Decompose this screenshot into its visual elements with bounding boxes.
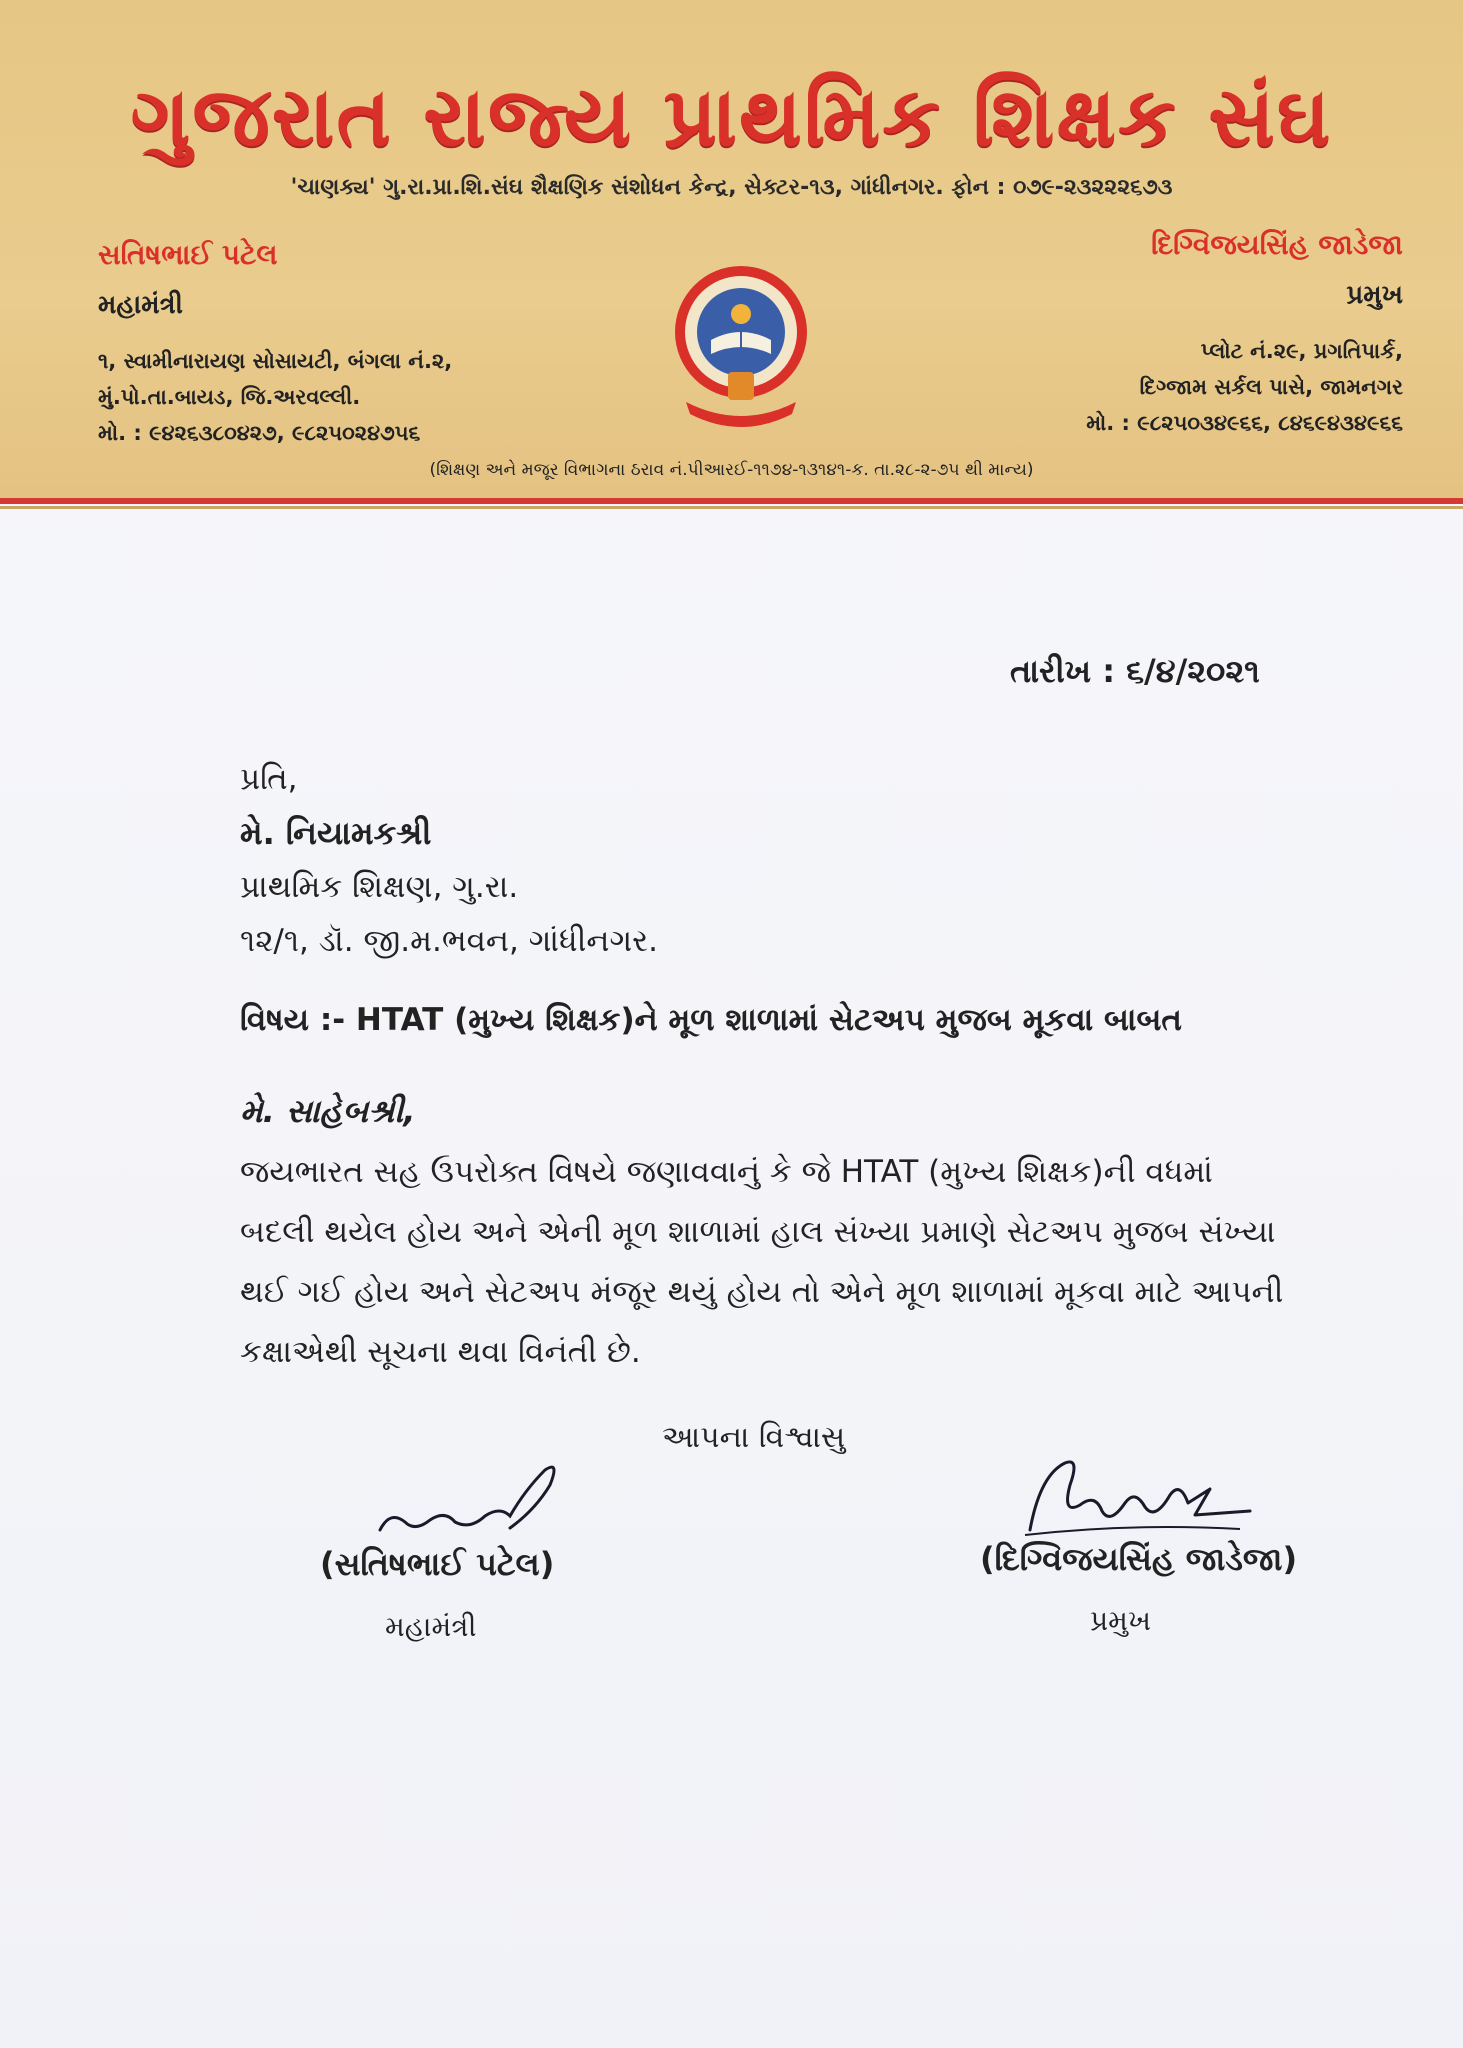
org-emblem-icon [666,262,816,432]
left-address-line-3: મો. : ૯૪૨૬૩૮૦૪૨૭, ૯૮૨૫૦૨૪૭૫૬ [98,421,421,445]
signatory-right-designation: પ્રમુખ [1090,1604,1151,1637]
right-address-line-3: મો. : ૯૮૨૫૦૩૪૯૬૬, ૮૪૬૯૪૩૪૯૬૬ [1086,411,1403,435]
letterhead-left-officer [98,238,578,451]
body-line-1: જયભારત સહ ઉપરોક્ત વિષયે જણાવવાનું કે જે HTAT (મુખ્ય શિક્ષક)ની વધમાં [240,1154,1213,1190]
approval-note: (શિક્ષણ અને મજૂર વિભાગના ઠરાવ નં.પીઆરઈ-૧૧૭૪-૧૩૧૪૧-ક. તા.૨૮-૨-૭૫ થી માન્ય) [429,460,1034,480]
left-officer-title: મહામંત્રી [98,290,183,320]
letter-subject: વિષય :- HTAT (મુખ્ય શિક્ષક)ને મૂળ શાળામાં સેટઅપ મુજબ મૂકવા બાબત [240,1002,1182,1038]
signatory-left-designation: મહામંત્રી [385,1610,477,1643]
letter-date: તારીખ : ૬/૪/૨૦૨૧ [1010,652,1260,690]
recipient-line-2: મે. નિયામકશ્રી [240,814,432,852]
letter-closing: આપના વિશ્વાસુ [662,1420,846,1455]
body-line-3: થઈ ગઈ હોય અને સેટઅપ મંજૂર થયું હોય તો એને મૂળ શાળામાં મૂકવા માટે આપની [240,1274,1284,1310]
body-line-4: કક્ષાએથી સૂચના થવા વિનંતી છે. [240,1334,641,1370]
left-address-line-1: ૧, સ્વામીનારાયણ સોસાયટી, બંગલા નં.૨, [98,349,453,373]
signatory-right-name: (દિગ્વિજયસિંહ જાડેજા) [980,1540,1298,1578]
letter-salutation: મે. સાહેબશ્રી, [240,1092,416,1130]
recipient-address [240,752,658,968]
right-address-line-2: દિગ્જામ સર્કલ પાસે, જામનગર [1139,375,1403,399]
recipient-line-4: ૧૨/૧, ડૉ. જી.મ.ભવન, ગાંધીનગર. [240,923,659,959]
signatory-left-name: (સતિષભાઈ પટેલ) [320,1545,555,1583]
letter-body [240,1142,1320,1382]
right-address-line-1: પ્લોટ નં.૨૯, પ્રગતિપાર્ક, [1200,339,1403,363]
signature-left-icon [320,1450,600,1550]
signature-right-icon [1010,1445,1270,1550]
header-rule-red [0,498,1463,504]
letterhead-right-officer [883,228,1403,441]
recipient-line-1: પ્રતિ, [240,761,298,797]
org-title: ગુજરાત રાજ્ય પ્રાથમિક શિક્ષક સંઘ [130,70,1333,165]
org-address: 'ચાણક્ય' ગુ.રા.પ્રા.શિ.સંઘ શૈક્ષણિક સંશોધન કેન્દ્ર, સેક્ટર-૧૩, ગાંધીનગર. ફોન : ૦૭૯-૨૩૨૨૨૬૭૩ [290,175,1173,200]
right-officer-title: પ્રમુખ [1346,280,1403,310]
recipient-line-3: પ્રાથમિક શિક્ષણ, ગુ.રા. [240,869,519,905]
left-address-line-2: મું.પો.તા.બાયડ, જિ.અરવલ્લી. [98,385,361,409]
right-officer-name: દિગ્વિજયસિંહ જાડેજા [1151,228,1403,261]
body-line-2: બદલી થયેલ હોય અને એની મૂળ શાળામાં હાલ સંખ્યા પ્રમાણે સેટઅપ મુજબ સંખ્યા [240,1214,1276,1250]
left-officer-name: સતિષભાઈ પટેલ [98,238,278,271]
header-rule-gold [0,506,1463,509]
letterhead [0,0,1463,498]
